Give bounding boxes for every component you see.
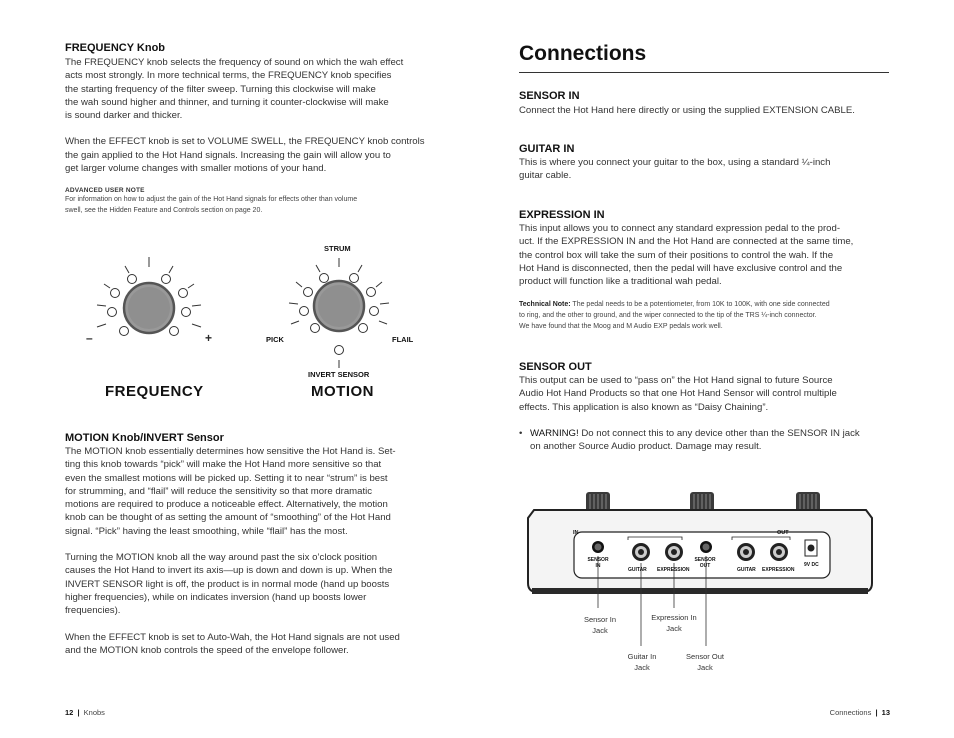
motion-heading: MOTION Knob/INVERT Sensor [65,432,224,444]
technical-note-label: Technical Note: [519,301,571,309]
callout-sensor-out: Sensor Out Jack [686,652,724,672]
callout-sensor-in: Sensor In Jack [583,615,617,635]
text-line: effects. This application is also known as “Daisy Chaining”. [519,401,769,413]
text-line: Do not connect this to any device other than the SENSOR IN jack [578,427,860,439]
jack-label-guitar-out: GUITAR [737,567,756,573]
text-line: signal. “Pick” having the least smoothing, while “flail” has the most. [65,525,348,537]
text-line: knob can be thought of as setting the amount of “smoothing” of the Hot Hand [65,512,391,524]
footer-section: Knobs [83,708,105,717]
callout-expression-in: Expression In Jack [651,613,697,633]
technical-note [519,299,894,332]
text-line: is sound darker and thicker. [65,110,183,122]
warning-label: WARNING! [530,427,579,439]
panel-in-label: IN [573,530,579,536]
text-line: product will function like a traditional wah pedal. [519,276,722,288]
text-line: even the smallest motions will be picked up. Setting it to near “strum” is best [65,472,388,484]
minus-label: – [86,331,93,345]
text-line: get larger volume changes with smaller motions of your hand. [65,163,327,175]
flail-label: FLAIL [392,335,414,344]
text-line: the wah sound higher and thinner, and turning it counter-clockwise will make [65,96,389,108]
text-line: Connect the Hot Hand here directly or using the supplied EXTENSION CABLE. [519,105,855,116]
text-line: Hot Hand is disconnected, then the pedal will have exclusive control and the [519,262,843,274]
text-line: We have found that the Moog and M Audio EXP pedals work well. [519,323,723,331]
page-number: 12 [65,708,74,717]
motion-knob [289,258,389,368]
text-line: for strumming, and “flail” will reduce the sensitivity so that more dramatic [65,485,373,497]
strum-label: STRUM [324,244,351,253]
text-line: This output can be used to “pass on” the Hot Hand signal to future Source [519,375,833,386]
motion-paragraph-3 [65,631,445,658]
text-line: Turning the MOTION knob all the way around past the six o’clock position [65,552,378,564]
text-line: to ring, and the other to ground, and the wiper connected to the tip of the TRS ¼-inch connector. [519,312,817,320]
jack-label-expression-in: EXPRESSION [657,567,690,573]
plus-label: + [205,331,213,345]
text-line: swell, see the Hidden Feature and Controls section on page 20. [65,207,263,215]
frequency-knob [97,257,201,336]
jack-label-expression-out: EXPRESSION [762,567,795,573]
text-line: higher frequencies), while on indicates inversion (hand up boosts lower [65,591,367,603]
pick-label: PICK [266,335,284,344]
motion-paragraph-1 [65,445,445,538]
text-line: The MOTION knob essentially determines how sensitive the Hot Hand is. Set- [65,446,396,457]
motion-knob-label: MOTION [311,383,374,400]
text-line: the gain applied to the Hot Hand signals. Increasing the gain will allow you to [65,149,391,161]
sensor-out-section [519,361,894,453]
text-line: Audio Hot Hand Products so that one Hot Hand Sensor will control multiple [519,388,837,400]
expression-in-heading: EXPRESSION IN [519,209,605,221]
text-line: For information on how to adjust the gain of the Hot Hand signals for effects other than volume [65,196,358,204]
text-line: The pedal needs to be a potentiometer, from 10K to 100K, with one side connected [570,301,830,309]
left-footer: 12 | Knobs [65,708,105,717]
text-line: This input allows you to connect any standard expression pedal to the prod- [519,223,841,234]
bullet-icon: • [519,427,523,439]
text-line: This is where you connect your guitar to the box, using a standard ¼-inch [519,157,831,168]
guitar-in-heading: GUITAR IN [519,143,575,155]
jack-label-sensor-out: SENSOR OUT [694,557,716,569]
motion-section [65,432,445,657]
page-number: 13 [881,708,890,717]
page-title: Connections [519,42,647,65]
title-rule [519,72,889,73]
text-line: guitar cable. [519,170,572,182]
text-line: frequencies). [65,605,121,617]
text-line: When the EFFECT knob is set to VOLUME SWELL, the FREQUENCY knob controls [65,136,425,148]
text-line: motions are required to produce a noticeable effect. Alternatively, the motion [65,499,388,511]
frequency-paragraph-2 [65,135,445,175]
note-heading: ADVANCED USER NOTE [65,187,145,195]
invert-sensor-led [335,346,344,355]
frequency-heading: FREQUENCY Knob [65,42,166,54]
text-line: INVERT SENSOR light is off, the product is in normal mode (hand up boosts [65,578,390,590]
text-line: The FREQUENCY knob selects the frequency of sound on which the wah effect [65,57,404,68]
text-line: acts most strongly. In more technical terms, the FREQUENCY knob specifies [65,70,392,82]
motion-paragraph-2 [65,551,445,617]
jack-label-power: 9V DC [804,562,819,568]
advanced-user-note [65,187,445,216]
text-line: the control box will take the sum of their positions to control the wah. If the [519,249,834,261]
text-line: and the MOTION knob controls the speed of the envelope follower. [65,644,349,656]
invert-sensor-label: INVERT SENSOR [308,370,370,379]
text-line: uct. If the EXPRESSION IN and the Hot Hand are connected at the same time, [519,236,854,248]
right-footer: Connections | 13 [829,708,890,717]
text-line: the starting frequency of the filter sweep. Turning this clockwise will make [65,83,376,95]
text-line: ting this knob towards “pick” will make the Hot Hand more sensitive so that [65,459,382,471]
jack-label-guitar-in: GUITAR [628,567,647,573]
guitar-in-section [519,143,894,183]
sensor-in-heading: SENSOR IN [519,90,580,102]
jack-label-sensor-in: SENSOR IN [587,557,609,569]
frequency-knob-label: FREQUENCY [105,383,204,400]
warning-bullet [519,427,894,454]
text-line: on another Source Audio product. Damage may result. [530,441,762,453]
text-line: causes the Hot Hand to invert its axis—up is down and down is up. When the [65,565,393,577]
frequency-paragraph-1 [65,56,445,122]
frequency-section [65,42,445,216]
sensor-in-section [519,90,894,117]
callout-guitar-in: Guitar In Jack [627,652,657,672]
panel-out-label: OUT [777,530,789,536]
footer-section: Connections [829,708,872,717]
text-line: When the EFFECT knob is set to Auto-Wah, the Hot Hand signals are not used [65,631,400,643]
expression-in-section [519,209,894,332]
sensor-out-heading: SENSOR OUT [519,361,592,373]
